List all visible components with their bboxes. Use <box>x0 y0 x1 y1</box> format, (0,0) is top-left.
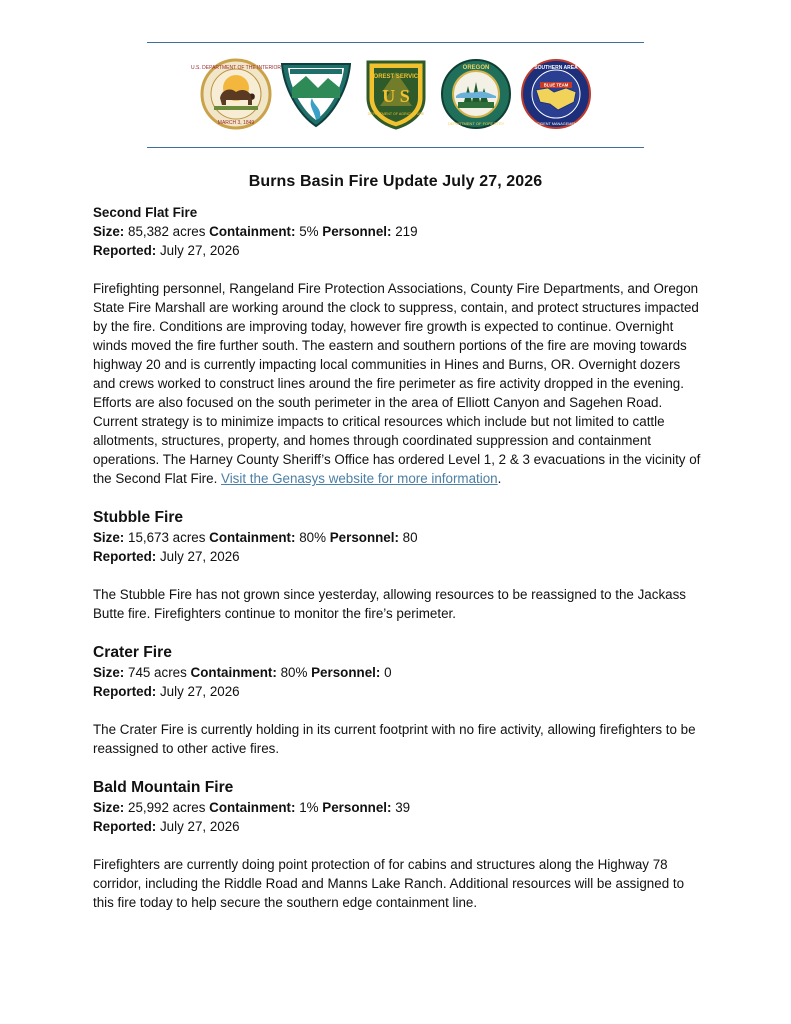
doi-seal-top-text: U.S. DEPARTMENT OF THE INTERIOR <box>191 65 281 71</box>
reported-label: Reported: <box>93 243 157 258</box>
blue-team-band-text: BLUE TEAM <box>543 82 569 88</box>
containment-value: 5% <box>299 224 319 239</box>
personnel-value: 219 <box>395 224 418 239</box>
fire-description: The Crater Fire is currently holding in its current footprint with no fire activity, allowing firefighters to be reassigned to other active fires. <box>93 722 696 756</box>
personnel-label: Personnel: <box>329 530 399 545</box>
page-title: Burns Basin Fire Update July 27, 2026 <box>248 173 543 190</box>
size-value: 745 acres <box>128 665 187 680</box>
reported-label: Reported: <box>93 684 157 699</box>
blue-team-top-text: SOUTHERN AREA <box>534 65 578 71</box>
size-label: Size: <box>93 224 125 239</box>
forest-service-top-text: FOREST SERVICE <box>369 74 423 80</box>
fire-stats <box>93 798 703 817</box>
containment-value: 1% <box>299 800 319 815</box>
oregon-seal-bottom-text: DEPARTMENT OF FORESTRY <box>447 121 505 126</box>
fire-name: Stubble Fire <box>93 509 184 526</box>
personnel-label: Personnel: <box>322 800 392 815</box>
header-rule-bottom <box>147 147 644 148</box>
reported-value: July 27, 2026 <box>159 549 240 564</box>
fire-description-text: Firefighting personnel, Rangeland Fire Protection Associations, County Fire Departments, and Oregon State Fire Marshall are working around the clock to suppress, contain, and protect structures impacted by the fire. Conditions are improving today, however fire growth is expected to continue. Overnight winds moved the fire further south. The eastern and southern portions of the fire are moving towards highway 20 and is currently impacting local communities in Hines and Burns, OR. Overnight dozers and crews worked to construct lines around the fire perimeter as fire activity dropped in the evening. Efforts are also focused on the south perimeter in the area of Elliott Canyon and Sagehen Road. Current strategy is to minimize impacts to critical resources which include but not limited to cattle allotments, structures, property, and homes through coordinated suppression and containment operations. The Harney County Sheriff’s Office has ordered Level 1, 2 & 3 evacuations in the vicinity of the Second Flat Fire. <box>93 281 701 486</box>
containment-label: Containment: <box>190 665 277 680</box>
reported-value: July 27, 2026 <box>159 819 240 834</box>
fire-reported <box>93 682 703 701</box>
size-label: Size: <box>93 800 125 815</box>
size-value: 15,673 acres <box>128 530 206 545</box>
fire-entry-bald-mountain <box>93 777 703 912</box>
size-value: 25,992 acres <box>128 800 206 815</box>
southern-area-blue-team-logo <box>518 58 594 130</box>
genasys-link[interactable]: Visit the Genasys website for more information <box>221 471 498 486</box>
fire-updates <box>93 203 703 912</box>
fire-entry-stubble <box>93 507 703 623</box>
forest-service-shield-logo <box>358 58 434 130</box>
fire-name: Crater Fire <box>93 644 172 661</box>
fire-entry-crater <box>93 642 703 758</box>
fire-reported <box>93 241 703 260</box>
fire-stats <box>93 528 703 547</box>
oregon-seal-top-text: OREGON <box>462 65 490 71</box>
reported-label: Reported: <box>93 549 157 564</box>
size-label: Size: <box>93 530 125 545</box>
header-rule-top <box>147 42 644 43</box>
fire-description: The Stubble Fire has not grown since yesterday, allowing resources to be reassigned to the Jackass Butte fire. Firefighters continue to monitor the fire’s perimeter. <box>93 587 686 621</box>
personnel-value: 0 <box>384 665 392 680</box>
size-label: Size: <box>93 665 125 680</box>
size-value: 85,382 acres <box>128 224 206 239</box>
doi-seal-logo <box>191 58 281 130</box>
reported-value: July 27, 2026 <box>159 243 240 258</box>
fire-reported <box>93 547 703 566</box>
agency-logos <box>191 57 594 131</box>
blm-logo <box>278 58 354 130</box>
fire-description <box>93 279 703 488</box>
fire-entry-second-flat <box>93 203 703 488</box>
fire-name: Second Flat Fire <box>93 205 198 220</box>
fire-stats <box>93 222 703 241</box>
personnel-value: 39 <box>395 800 411 815</box>
reported-label: Reported: <box>93 819 157 834</box>
link-suffix: . <box>497 471 502 486</box>
personnel-label: Personnel: <box>322 224 392 239</box>
fire-description: Firefighters are currently doing point protection of for cabins and structures along the Highway 78 corridor, including the Riddle Road and Manns Lake Ranch. Additional resources will be assigned to this fire today to help secure the southern edge containment line. <box>93 857 685 910</box>
fire-reported <box>93 817 703 836</box>
containment-label: Containment: <box>209 800 296 815</box>
containment-label: Containment: <box>209 530 296 545</box>
fire-stats <box>93 663 703 682</box>
oregon-forestry-seal-logo <box>438 58 514 130</box>
fire-name: Bald Mountain Fire <box>93 779 234 796</box>
forest-service-bottom-text: DEPARTMENT OF AGRICULTURE <box>367 112 425 116</box>
personnel-value: 80 <box>402 530 418 545</box>
containment-value: 80% <box>280 665 308 680</box>
forest-service-center-text: U S <box>382 86 410 106</box>
containment-value: 80% <box>299 530 326 545</box>
personnel-label: Personnel: <box>311 665 381 680</box>
doi-seal-bottom-text: MARCH 3, 1849 <box>217 120 255 126</box>
containment-label: Containment: <box>209 224 296 239</box>
blue-team-bottom-text: INCIDENT MANAGEMENT <box>532 122 580 126</box>
reported-value: July 27, 2026 <box>159 684 240 699</box>
